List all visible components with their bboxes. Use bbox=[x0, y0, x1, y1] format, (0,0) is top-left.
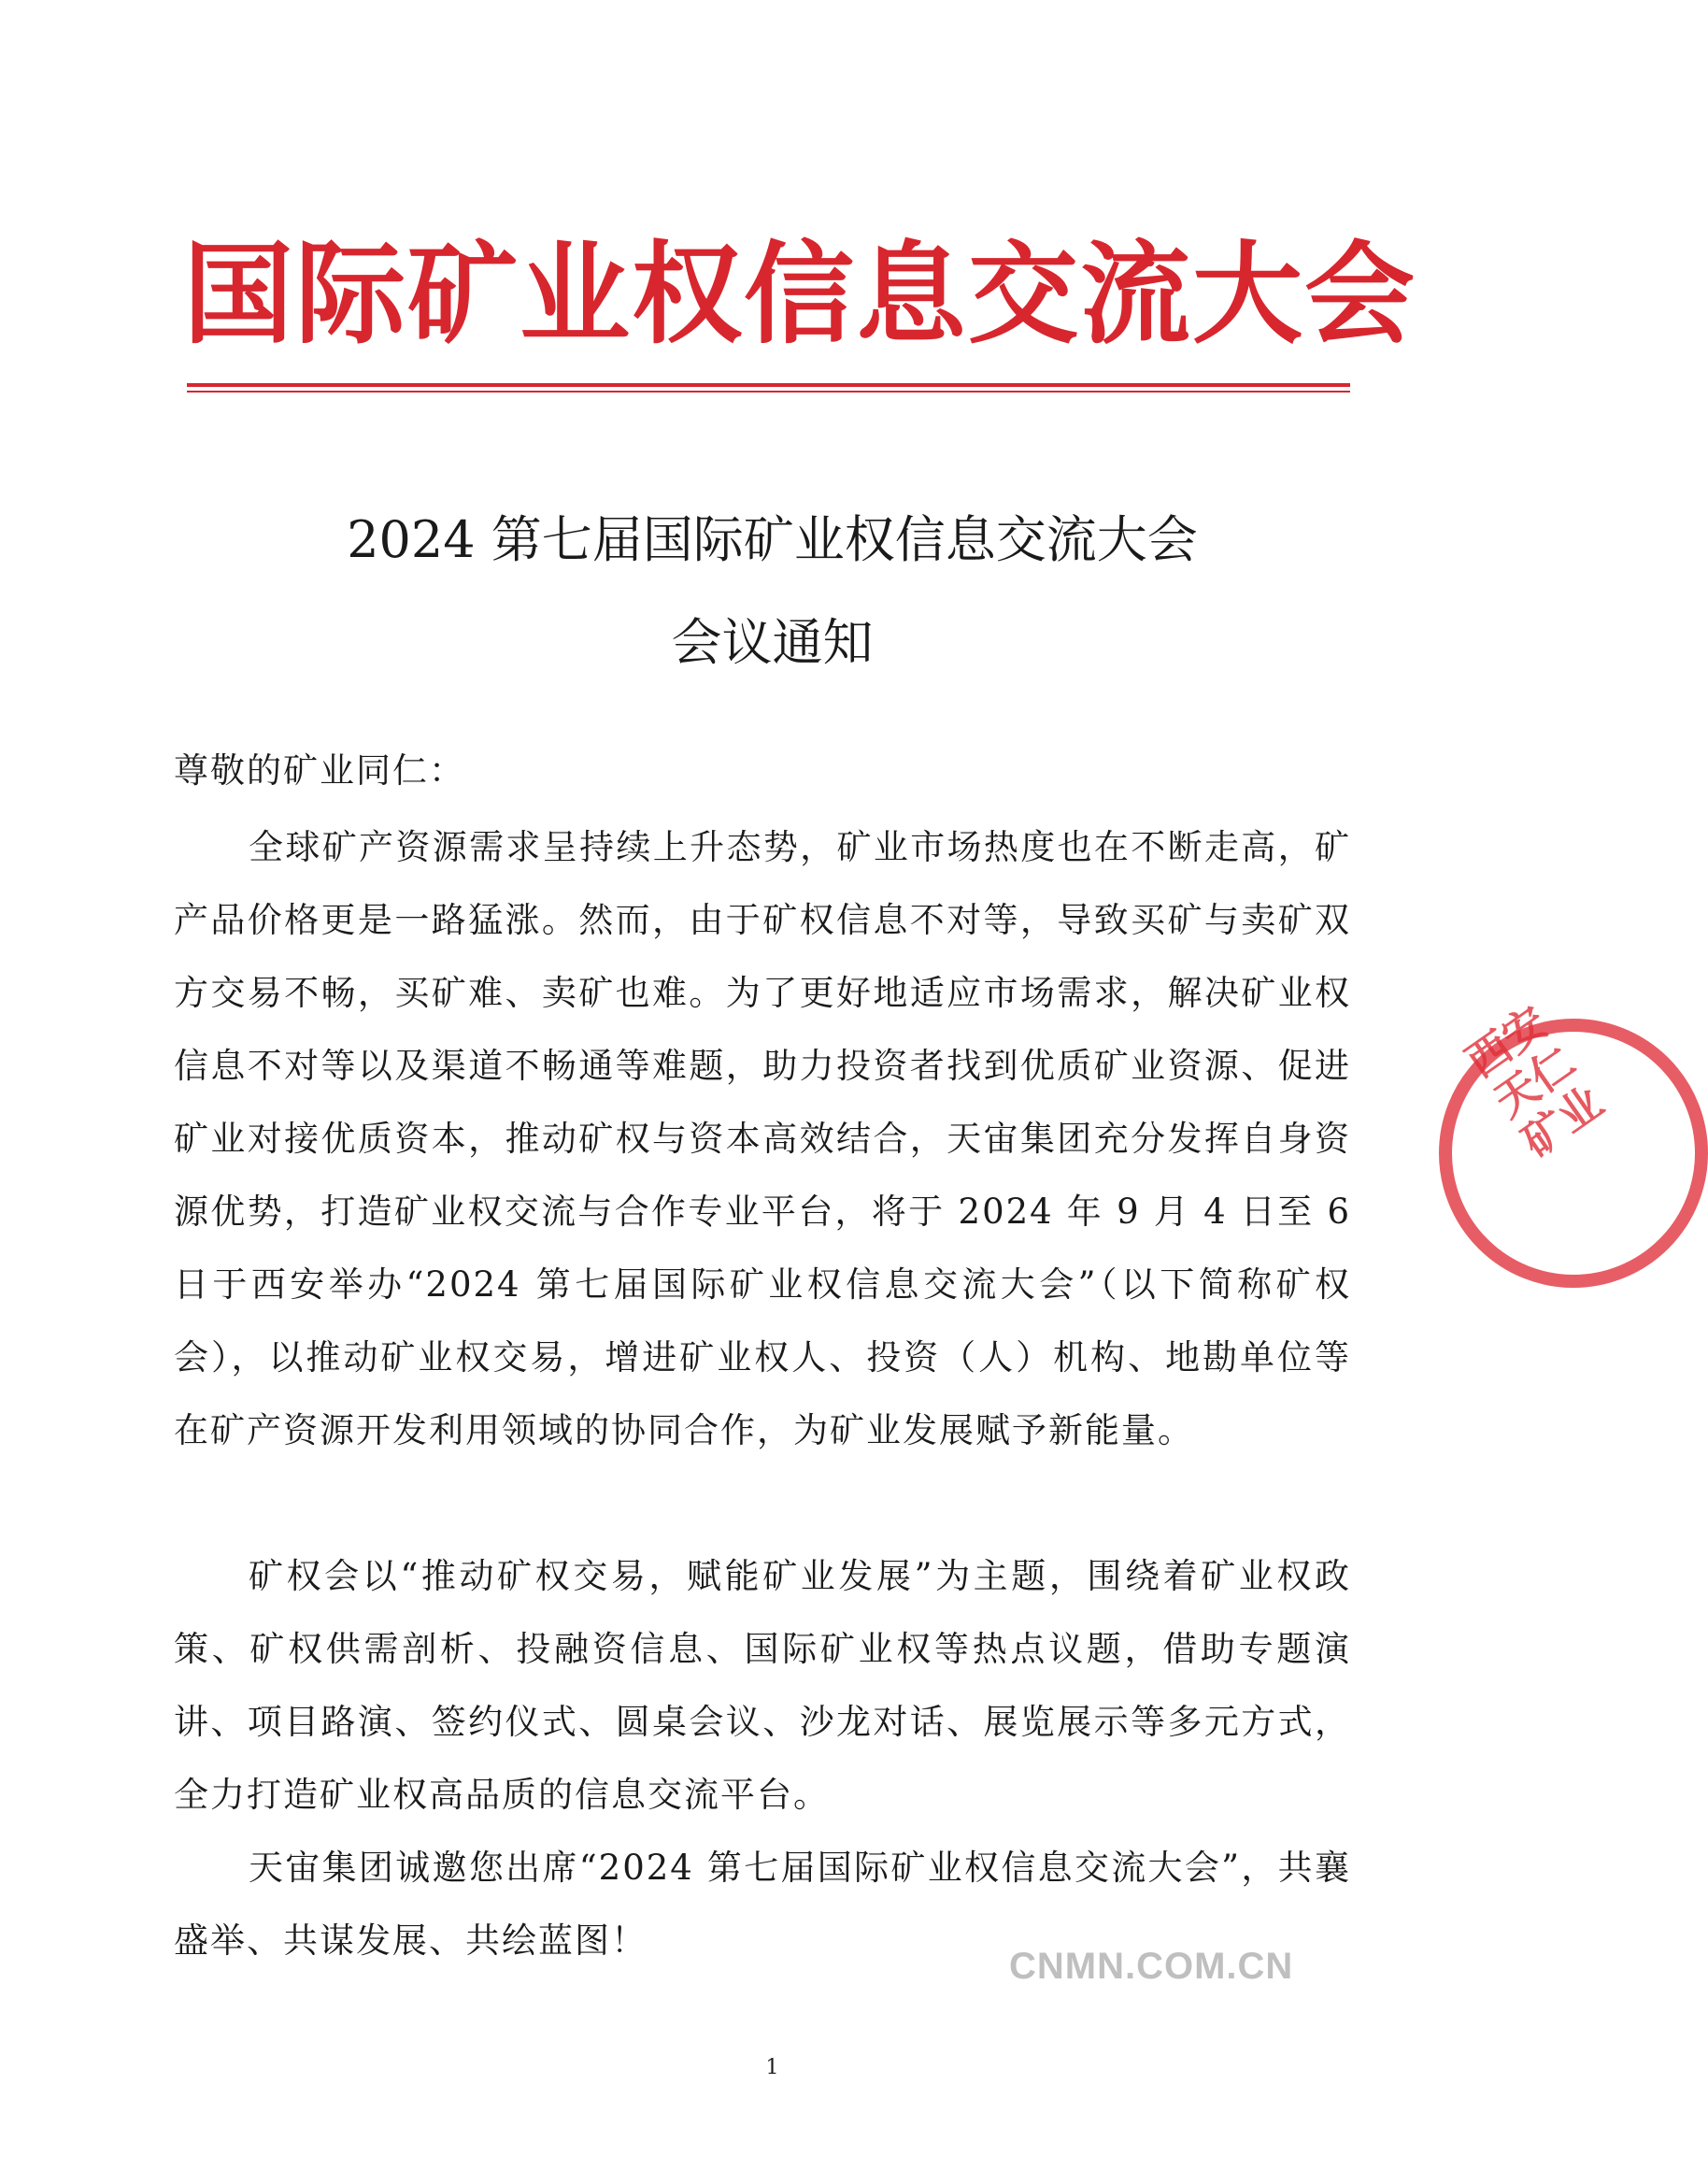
masthead-rule-thick bbox=[187, 383, 1350, 387]
masthead-rule-thin bbox=[187, 391, 1350, 393]
masthead-title: 国际矿业权信息交流大会 bbox=[183, 230, 1417, 359]
paragraph-intro: 全球矿产资源需求呈持续上升态势，矿业市场热度也在不断走高，矿产品价格更是一路猛涨。然而，由于矿权信息不对等，导致买矿与卖矿双方交易不畅，买矿难、卖矿也难。为了更好地适应市场需求，解决矿业权信息不对等以及渠道不畅通等难题，助力投资者找到优质矿业资源、促进矿业对接优质资本，推动矿权与资本高效结合，天宙集团充分发挥自身资源优势，打造矿业权交流与合作专业平台，将于 2024 年 9 月 4 日至 6 日于西安举办“2024 第七届国际矿业权信息交流大会”（以下简称矿权会），以推动矿业权交易，增进矿业权人、投资（人）机构、地勘单位等在矿产资源开发利用领域的协同合作，为矿业发展赋予新能量。 bbox=[174, 827, 1351, 1450]
salutation: 尊敬的矿业同仁： bbox=[174, 750, 465, 791]
document-subtitle: 会议通知 bbox=[671, 613, 874, 672]
page-number: 1 bbox=[765, 2056, 779, 2079]
seal-text: 西安天仁矿业 bbox=[1457, 996, 1613, 1167]
document-title: 2024 第七届国际矿业权信息交流大会 bbox=[347, 510, 1198, 569]
paragraph-theme: 矿权会以“推动矿权交易，赋能矿业发展”为主题，围绕着矿业权政策、矿权供需剖析、投融资信息、国际矿业权等热点议题，借助专题演讲、项目路演、签约仪式、圆桌会议、沙龙对话、展览展示等多元方式，全力打造矿业权高品质的信息交流平台。 bbox=[174, 1556, 1351, 1815]
paragraph-invitation: 天宙集团诚邀您出席“2024 第七届国际矿业权信息交流大会”，共襄盛举、共谋发展、共绘蓝图！ bbox=[174, 1848, 1351, 1961]
site-watermark: CNMN.COM.CN bbox=[1009, 1946, 1294, 1987]
